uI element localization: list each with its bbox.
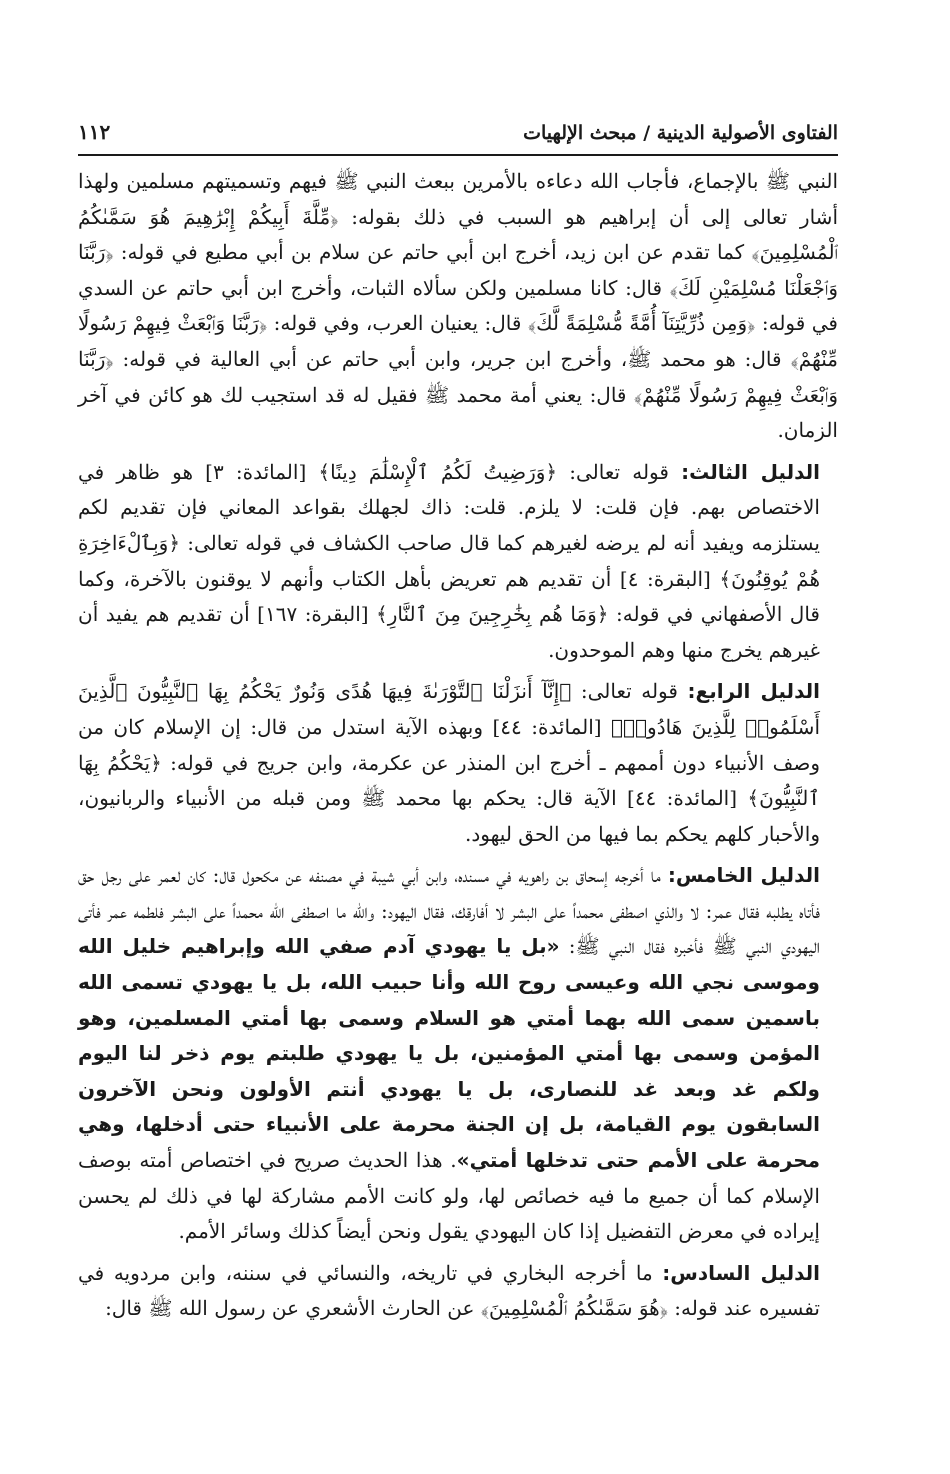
paragraph-text: . هذا الحديث صريح في اختصاص أمته بوصف الإسلام كما أن جميع ما فيه خصائص لها، ولو كانت الأمم مشاركة لها في ذلك لم يحسن إيراده في معرض التفضيل إذا كان اليهودي يقول ونحن أيضاً كذلك وسائر الأمم. bbox=[78, 1148, 820, 1244]
hadith-quote: «بل يا يهودي آدم صفي الله وإبراهيم خليل الله وموسى نجي الله وعيسى روح الله وأنا حبيب الله، بل يا يهودي تسمى الله باسمين سمى الله بهما أمتي هو السلام وسمى بها أمتي المسلمين، وهو المؤمن وسمى بها أمتي المؤمنين، بل يا يهودي طلبتم يوم ذخر لنا اليوم ولكم غد وبعد غد للنصارى، بل يا يهودي أنتم الأولون ونحن الآخرون السابقون يوم القيامة، بل إن الجنة محرمة على الأنبياء حتى أدخلها، وهي محرمة على الأمم حتى تدخلها أمتي» bbox=[78, 934, 820, 1173]
paragraph-text: ما أخرجه البخاري في تاريخه، والنسائي في سننه، وابن مردويه في تفسيره عند قوله: ﴿هُوَ سَمَّىٰكُمُ ٱلْمُسْلِمِينَ﴾ عن الحارث الأشعري عن رسول الله ﷺ قال: bbox=[78, 1260, 820, 1321]
paragraph-text: ما أخرجه إسحاق بن راهويه في مسنده، وابن أبي شيبة في مصنفه عن مكحول قال: كان لعمر على رجل حق فأتاه يطلبه فقال عمر: لا والذي اصطفى محمداً على البشر لا أفارقك، فقال اليهود: والله ما اصطفى الله محمداً على البشر فلطمه عمر فأتى اليهودي النبي ﷺ فأخبره فقال النبي ﷺ: bbox=[78, 863, 820, 959]
paragraph-text: قوله تعالى: ﴿وَرَضِيتُ لَكُمُ ٱلْإِسْلَٰمَ دِينًا﴾ [المائدة: ٣] هو ظاهر في الاختصاص بهم. فإن قلت: لا يلزم. قلت: ذاك لجهلك بقواعد المعاني فإن تقديم لكم يستلزمه ويفيد أنه لم يرضه لغيرهم كما قال صاحب الكشاف في قوله تعالى: ﴿وَبِٱلْءَاخِرَةِ هُمْ يُوقِنُونَ﴾ [البقرة: ٤] أن تقديم هم تعريض بأهل الكتاب وأنهم لا يوقنون بالآخرة، وكما قال الأصفهاني في قوله: ﴿وَمَا هُم بِخَٰرِجِينَ مِنَ ٱلنَّارِ﴾ [البقرة: ١٦٧] أن تقديم هم يفيد أن غيرهم يخرج منها وهم الموحدون. bbox=[78, 459, 820, 662]
paragraph-sixth-proof bbox=[78, 1256, 838, 1327]
paragraph-third-proof bbox=[78, 455, 838, 669]
paragraph-lead: الدليل الرابع: bbox=[687, 679, 820, 704]
paragraph-text: قوله تعالى: ﴿إِنَّآ أَنزَلْنَا ٱلتَّوْرَىٰةَ فِيهَا هُدًى وَنُورٌ يَحْكُمُ بِهَا ٱلنَّبِيُّونَ ٱلَّذِينَ أَسْلَمُوا۟ لِلَّذِينَ هَادُوا۟﴾ [المائدة: ٤٤] وبهذه الآية استدل من قال: إن الإسلام كان من وصف الأنبياء دون أممهم ـ أخرج ابن المنذر عن عكرمة، وابن جريج في قوله: ﴿يَحْكُمُ بِهَا ٱلنَّبِيُّونَ﴾ [المائدة: ٤٤] الآية قال: يحكم بها محمد ﷺ ومن قبله من الأنبياء والربانيون، والأحبار كلهم يحكم بما فيها من الحق ليهود. bbox=[78, 679, 821, 846]
header-title: الفتاوى الأصولية الدينية / مبحث الإلهيات bbox=[523, 122, 838, 144]
paragraph-fourth-proof bbox=[78, 674, 838, 852]
paragraph-text: النبي ﷺ بالإجماع، فأجاب الله دعاءه بالأمرين ببعث النبي ﷺ فيهم وتسميتهم مسلمين ولهذا أشار تعالى إلى أن إبراهيم هو السبب في ذلك بقوله: ﴿مِّلَّةَ أَبِيكُمْ إِبْرَٰهِيمَ هُوَ سَمَّىٰكُمُ ٱلْمُسْلِمِينَ﴾ كما تقدم عن ابن زيد، أخرج ابن أبي حاتم عن سلام بن أبي مطيع في قوله: ﴿رَبَّنَا وَٱجْعَلْنَا مُسْلِمَيْنِ لَكَ﴾ قال: كانا مسلمين ولكن سألاه الثبات، وأخرج ابن أبي حاتم عن السدي في قوله: ﴿وَمِن ذُرِّيَّتِنَآ أُمَّةً مُّسْلِمَةً لَّكَ﴾ قال: يعنيان العرب، وفي قوله: ﴿رَبَّنَا وَٱبْعَثْ فِيهِمْ رَسُولًا مِّنْهُمْ﴾ قال: هو محمد ﷺ، وأخرج ابن جرير، وابن أبي حاتم عن أبي العالية في قوله: ﴿رَبَّنَا وَٱبْعَثْ فِيهِمْ رَسُولًا مِّنْهُمْ﴾ قال: يعني أمة محمد ﷺ فقيل له قد استجيب لك هو كائن في آخر الزمان. bbox=[78, 169, 839, 443]
paragraph-lead: الدليل السادس: bbox=[662, 1260, 821, 1285]
paragraph-continuation bbox=[78, 164, 838, 449]
paragraph-lead: الدليل الخامس: bbox=[667, 863, 820, 888]
paragraph-lead: الدليل الثالث: bbox=[681, 459, 821, 484]
page-number: ١١٢ bbox=[78, 120, 111, 144]
book-page bbox=[78, 120, 838, 1333]
running-header bbox=[78, 120, 838, 156]
paragraph-fifth-proof bbox=[78, 858, 838, 1250]
